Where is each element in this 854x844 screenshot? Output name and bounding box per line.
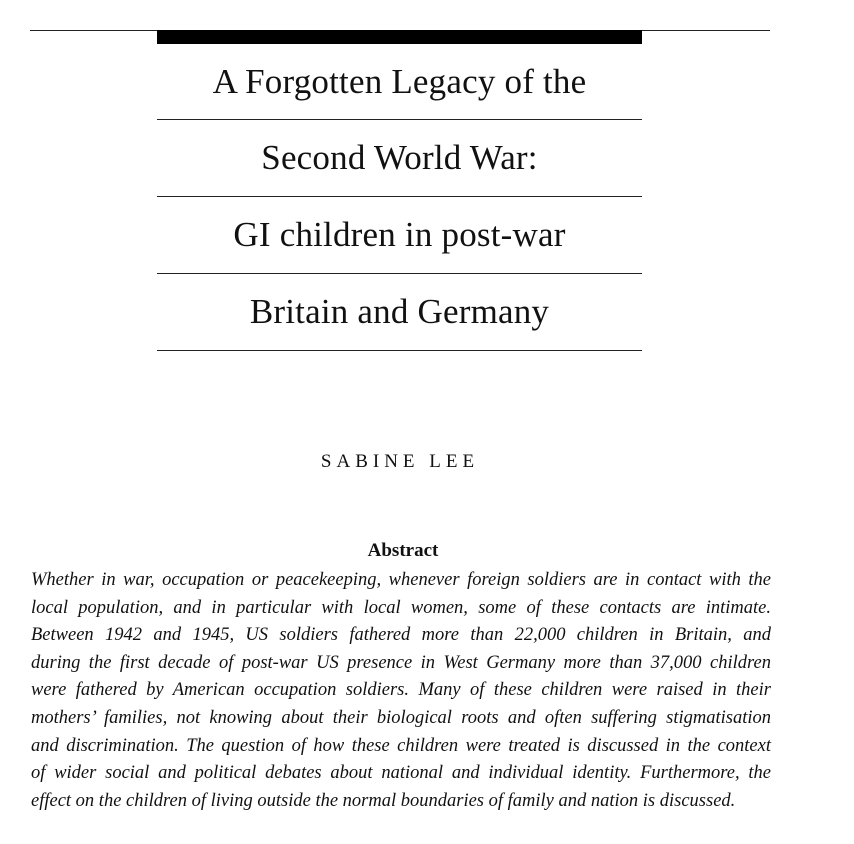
abstract-line: local population, and in particular with local women, some of these contacts are intimate. [31, 597, 771, 618]
abstract-line: of wider social and political debates about national and individual identity. Furthermore, the [31, 763, 771, 784]
title-line: GI children in post-war [157, 197, 642, 274]
abstract-line: Between 1942 and 1945, US soldiers fathered more than 22,000 children in Britain, and [31, 625, 771, 646]
title-line: Second World War: [157, 120, 642, 197]
abstract-heading: Abstract [367, 540, 439, 561]
abstract-line: and discrimination. The question of how these children were treated is discussed in the context [31, 735, 771, 756]
title-line: A Forgotten Legacy of the [157, 44, 642, 120]
abstract-line: mothers’ families, not knowing about their biological roots and often suffering stigmatisation [31, 707, 771, 728]
abstract-body [31, 567, 771, 815]
abstract-line: were fathered by American occupation soldiers. Many of these children were raised in their [31, 680, 771, 701]
author-name: SABINE LEE [320, 451, 480, 472]
title-line: Britain and Germany [157, 274, 642, 351]
abstract-line: Whether in war, occupation or peacekeeping, whenever foreign soldiers are in contact with the [31, 570, 771, 590]
abstract-line: during the first decade of post-war US presence in West Germany more than 37,000 children [31, 652, 771, 673]
title-bar [157, 30, 642, 44]
abstract-line: effect on the children of living outside the normal boundaries of family and nation is discussed. [31, 790, 736, 811]
article-title [157, 44, 642, 351]
